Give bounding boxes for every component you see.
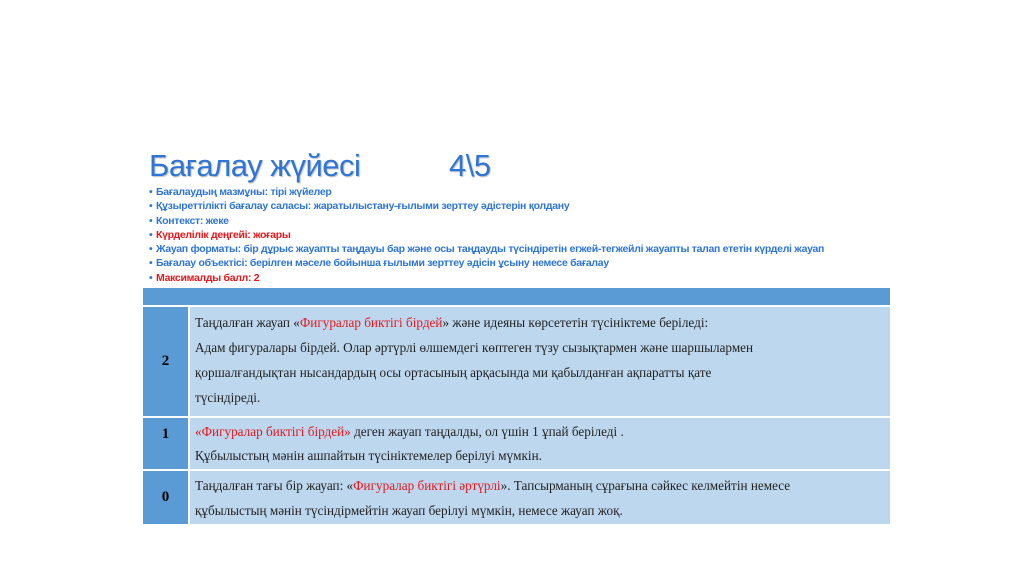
bullet-content: • Бағалаудың мазмұны: тірі жүйелер [149, 185, 909, 199]
table-row-line: түсіндіреді. [195, 390, 261, 405]
bullet-answer-format: • Жауап форматы: бір дұрыс жауапты таңдауы бар және осы таңдауды түсіндіретін егжей-тегжейлі жауапты талап ететін күрделі жауап [149, 242, 909, 256]
description-cell-2 [189, 306, 891, 417]
answer-highlight: Фигуралар биктігі әртүрлі [353, 478, 501, 493]
slide-title [149, 148, 491, 184]
table-row-line: Құбылыстың мәнін ашпайтын түсініктемелер берілуі мүмкін. [195, 448, 542, 463]
bullet-context: • Контекст: жеке [149, 214, 909, 228]
table-header-band [142, 287, 891, 306]
table-row-line: «Фигуралар биктігі бірдей» деген жауап таңдалды, ол үшін 1 ұпай беріледі . [195, 424, 624, 439]
table-row-line: Адам фигуралары бірдей. Олар әртүрлі өлшемдегі көптеген түзу сызықтармен және шаршылармен [195, 340, 754, 355]
bullet-object: • Бағалау объектісі: берілген мәселе бойынша ғылыми зерттеу әдісін ұсыну немесе бағалау [149, 256, 909, 270]
bullet-max-score: • Максималды балл: 2 [149, 271, 909, 285]
description-cell-0 [189, 470, 891, 525]
criteria-list [149, 185, 909, 285]
table-row-line: құбылыстың мәнін түсіндірмейтін жауап берілуі мүмкін, немесе жауап жоқ. [195, 503, 623, 518]
title-text: Бағалау жүйесі [149, 148, 361, 183]
answer-highlight: Фигуралар биктігі бірдей [299, 315, 443, 330]
scoring-table [142, 287, 891, 525]
bullet-complexity: • Күрделілік деңгейі: жоғары [149, 228, 909, 242]
title-fraction: 4\5 [449, 148, 491, 183]
table-row-line: қоршалғандықтан нысандардың осы ортасының арқасында ми қабылданған ақпаратты қате [195, 365, 712, 380]
table-row-line: Таңдалған жауап «Фигуралар биктігі бірдей» және идеяны көрсететін түсініктеме беріледі: [195, 315, 709, 330]
score-cell-1: 1 [142, 417, 189, 470]
score-cell-2: 2 [142, 306, 189, 417]
table-row-line: Таңдалған тағы бір жауап: «Фигуралар биктігі әртүрлі». Тапсырманың сұрағына сәйкес келмейтін немесе [195, 478, 791, 493]
bullet-competence: • Құзыреттілікті бағалау саласы: жаратылыстану-ғылыми зерттеу әдістерін қолдану [149, 199, 909, 213]
description-cell-1 [189, 417, 891, 470]
answer-highlight: «Фигуралар биктігі бірдей» [195, 424, 351, 439]
score-cell-0: 0 [142, 470, 189, 525]
